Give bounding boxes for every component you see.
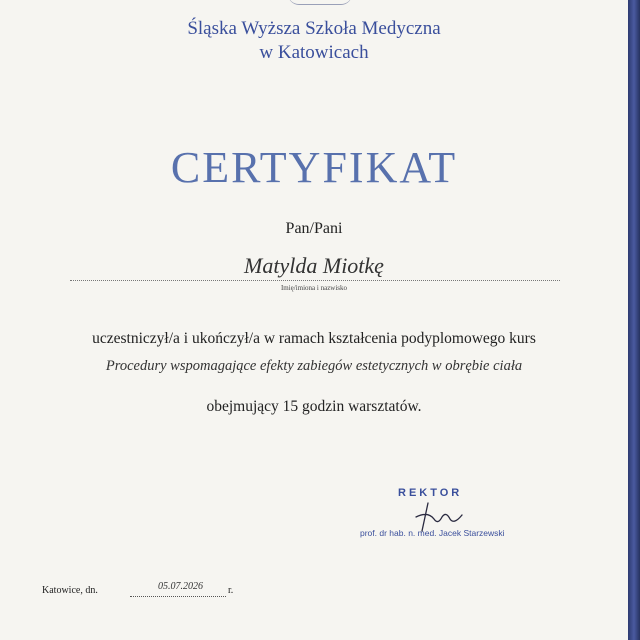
place-label: Katowice, dn. bbox=[42, 585, 98, 596]
signer-role: REKTOR bbox=[398, 487, 463, 499]
institution-name-line2: w Katowicach bbox=[259, 42, 369, 63]
institution-name-line1: Śląska Wyższa Szkoła Medyczna bbox=[187, 18, 441, 39]
certificate-title: CERTYFIKAT bbox=[170, 143, 458, 192]
course-title: Procedury wspomagające efekty zabiegów estetycznych w obrębie ciała bbox=[105, 358, 523, 374]
seal-emblem bbox=[288, 0, 352, 5]
name-dotted-line bbox=[70, 280, 560, 281]
folder-edge bbox=[628, 0, 640, 640]
signer-name: prof. dr hab. n. med. Jacek Starzewski bbox=[360, 528, 505, 538]
course-hours: obejmujący 15 godzin warsztatów. bbox=[206, 398, 422, 415]
salutation: Pan/Pani bbox=[285, 220, 343, 237]
date-dotted-line bbox=[130, 596, 226, 597]
name-field-hint: Imię/imiona i nazwisko bbox=[280, 284, 348, 292]
completion-statement: uczestniczył/a i ukończył/a w ramach kształcenia podyplomowego kurs bbox=[92, 330, 536, 347]
date-suffix: r. bbox=[228, 585, 234, 596]
issue-date: 05.07.2026 bbox=[158, 581, 203, 592]
recipient-name: Matylda Miotkę bbox=[244, 253, 384, 278]
